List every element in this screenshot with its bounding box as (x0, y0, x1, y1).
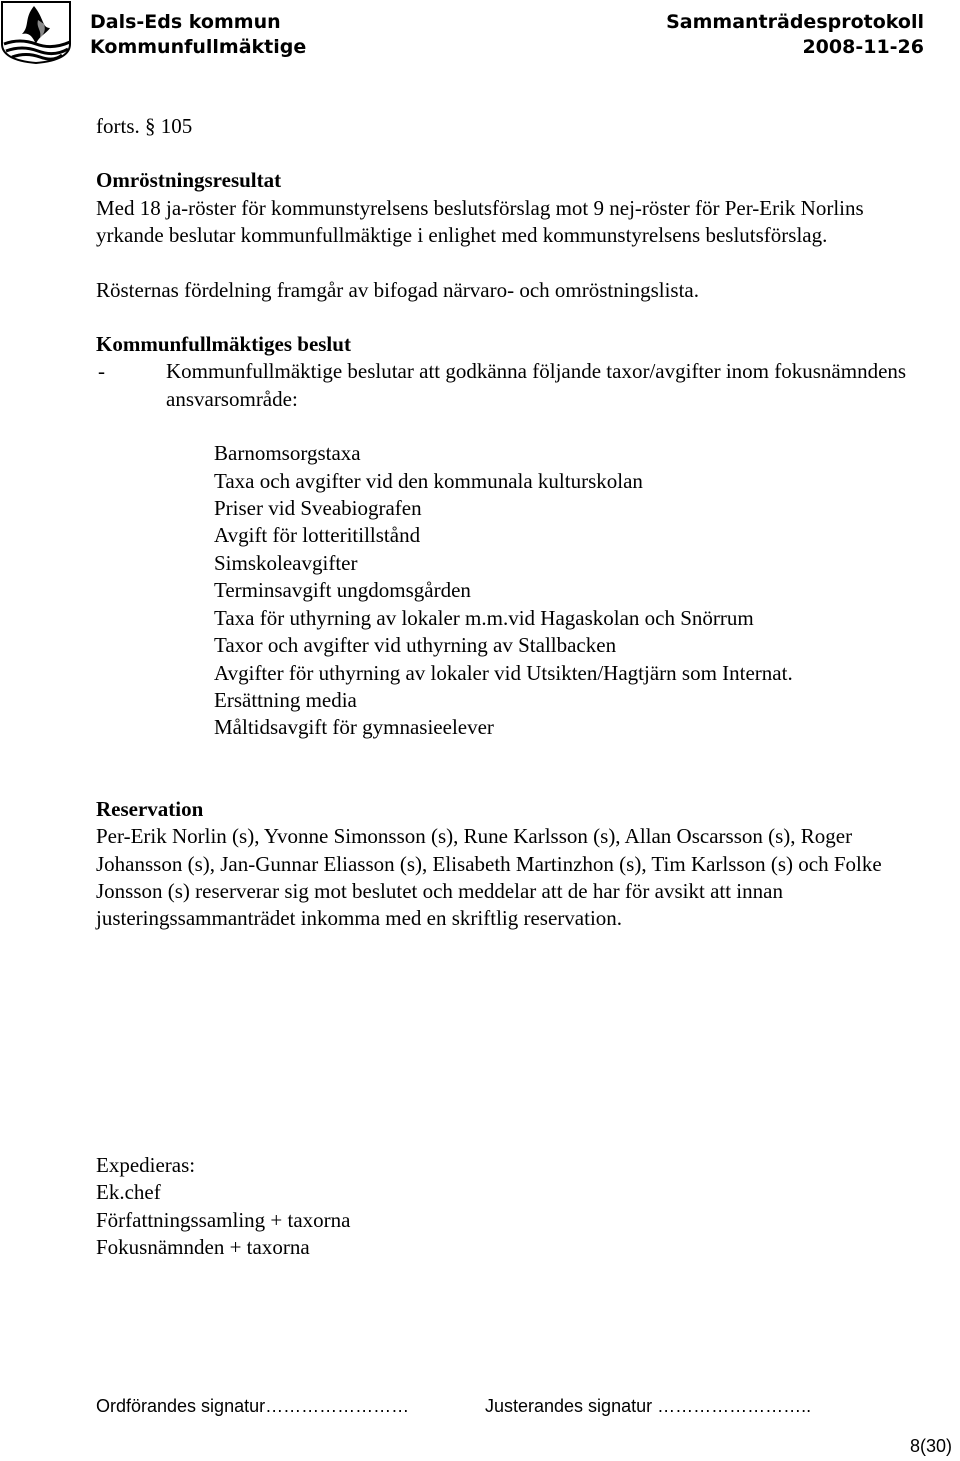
reservation-text: Per-Erik Norlin (s), Yvonne Simonsson (s), Rune Karlsson (s), Allan Oscarsson (s), Roger Johansson (s), Jan-Gunnar Eliasson (s), Elisabeth Martinzhon (s), Tim Karlsson (s) och Folke Jonsson (s) reserverar sig mot beslutet och meddelar att de har för avsikt att innan justeringssammanträdet inkomma med en skriftlig reservation. (96, 824, 882, 931)
list-item: Barnomsorgstaxa (214, 441, 361, 466)
list-item: Ek.chef (96, 1180, 161, 1205)
list-item: Författningssamling + taxorna (96, 1207, 351, 1232)
vote-result-heading: Omröstningsresultat (96, 168, 282, 193)
list-item: Fokusnämnden + taxorna (96, 1234, 310, 1259)
vote-result-text: Med 18 ja-röster för kommunstyrelsens beslutsförslag mot 9 nej-röster för Per-Erik Norlins yrkande beslutar kommunfullmäktige i enlighet med kommunstyrelsens beslutsförslag. (96, 195, 864, 248)
list-item: Taxor och avgifter vid uthyrning av Stallbacken (214, 633, 617, 658)
fee-list (96, 440, 936, 741)
list-item: Avgifter för uthyrning av lokaler vid Utsikten/Hagtjärn som Internat. (214, 660, 793, 685)
decision-dash: - (98, 359, 105, 384)
decision-item (96, 358, 936, 413)
list-item: Priser vid Sveabiografen (214, 496, 422, 521)
dispatch-label: Expedieras: (96, 1152, 196, 1177)
reservation-heading: Reservation (96, 796, 204, 821)
meeting-date: 2008-11-26 (802, 36, 924, 58)
section-continuation: forts. § 105 (96, 114, 193, 138)
chair-signature-line: Ordförandes signatur…………………… (96, 1396, 410, 1416)
municipal-crest-icon (0, 0, 74, 64)
organization-name: Dals-Eds kommun (90, 11, 281, 33)
committee-name: Kommunfullmäktige (90, 36, 307, 58)
list-item: Simskoleavgifter (214, 550, 358, 575)
list-item: Taxa för uthyrning av lokaler m.m.vid Hagaskolan och Snörrum (214, 605, 754, 630)
adjuster-signature-line: Justerandes signatur …………………….. (485, 1396, 812, 1416)
list-item: Taxa och avgifter vid den kommunala kulturskolan (214, 468, 643, 493)
document-type: Sammanträdesprotokoll (666, 11, 924, 33)
list-item: Avgift för lotteritillstånd (214, 523, 421, 548)
list-item: Terminsavgift ungdomsgården (214, 578, 471, 603)
document-body (96, 113, 936, 1261)
decision-text: Kommunfullmäktige beslutar att godkänna följande taxor/avgifter inom fokusnämndens ansvarsområde: (166, 359, 907, 411)
list-item: Ersättning media (214, 687, 357, 712)
list-item: Måltidsavgift för gymnasieelever (214, 715, 494, 740)
decision-heading: Kommunfullmäktiges beslut (96, 332, 351, 357)
page-number: 8(30) (909, 1436, 952, 1456)
vote-distribution-text: Rösternas fördelning framgår av bifogad närvaro- och omröstningslista. (96, 277, 700, 302)
page-header (0, 0, 960, 70)
